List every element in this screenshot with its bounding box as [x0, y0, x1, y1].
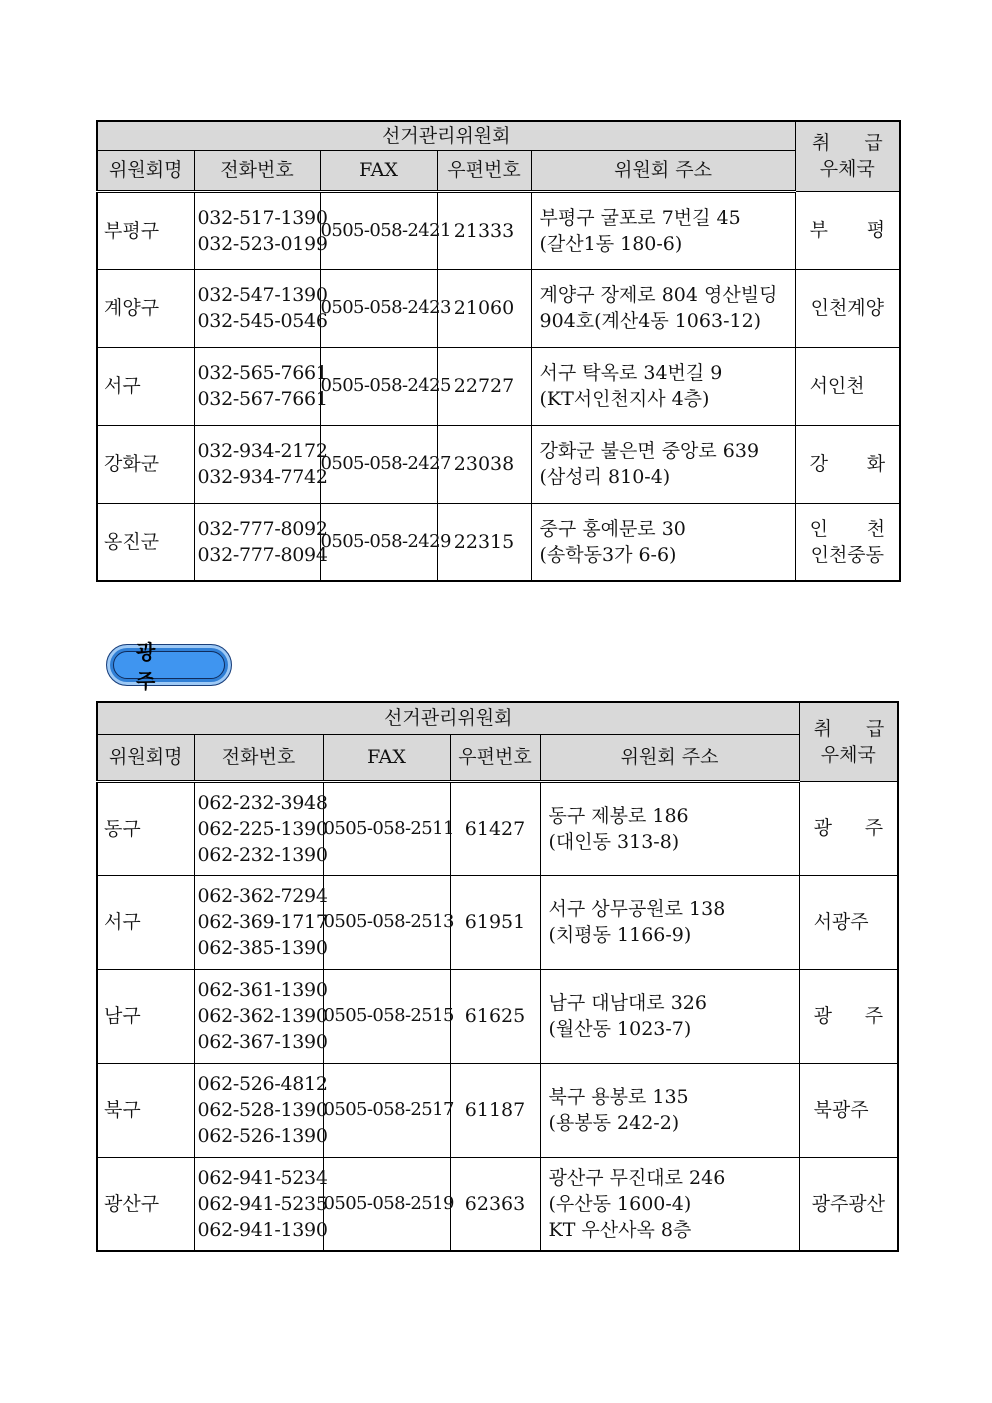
phone-number: 062-528-1390	[197, 1099, 328, 1121]
office-header-line: 취 급	[813, 717, 899, 740]
postal-code: 61625	[450, 969, 540, 1063]
committee-name: 강화군	[97, 425, 194, 503]
post-office: 서광주	[799, 875, 898, 969]
fax-number: 0505-058-2515	[323, 969, 450, 1063]
phone-number: 062-526-1390	[197, 1125, 328, 1147]
post-office: 인천계양	[795, 269, 900, 347]
address-line: (삼성리 810-4)	[539, 466, 671, 488]
address-line: (KT서인천지사 4층)	[539, 388, 710, 410]
table-row	[97, 503, 900, 581]
address-cell	[540, 781, 799, 875]
fax-number: 0505-058-2429	[320, 503, 437, 581]
fax-number: 0505-058-2421	[320, 191, 437, 269]
group-header: 선거관리위원회	[97, 121, 795, 150]
phone-number: 062-367-1390	[197, 1031, 328, 1053]
phone-number: 032-934-7742	[197, 466, 328, 488]
fax-number: 0505-058-2425	[320, 347, 437, 425]
phone-number: 062-385-1390	[197, 937, 328, 959]
col-header-fax: FAX	[323, 734, 450, 781]
postal-code: 22315	[437, 503, 531, 581]
address-line: 강화군 불은면 중앙로 639	[539, 440, 760, 462]
section-badge	[106, 640, 232, 693]
post-office-line: 인천중동	[810, 543, 885, 566]
phone-cell	[194, 969, 328, 1063]
address-line: (용봉동 242-2)	[548, 1112, 680, 1134]
address-line: KT 우산사옥 8층	[548, 1218, 692, 1241]
election-committee-table-incheon	[96, 120, 901, 582]
phone-number: 062-941-5235	[197, 1192, 328, 1215]
postal-code: 22727	[437, 347, 531, 425]
phone-number: 062-232-3948	[197, 791, 328, 814]
col-header-phone: 전화번호	[194, 150, 320, 191]
phone-number: 062-361-1390	[197, 979, 328, 1001]
col-header-fax: FAX	[320, 150, 437, 191]
col-header-name: 위원회명	[97, 150, 194, 191]
table-row	[97, 269, 900, 347]
committee-name: 계양구	[97, 269, 194, 347]
phone-cell	[194, 875, 328, 969]
address-line: (대인동 313-8)	[548, 830, 680, 853]
post-office	[795, 503, 900, 581]
fax-number: 0505-058-2517	[323, 1063, 450, 1157]
phone-cell	[194, 425, 328, 503]
post-office: 북광주	[799, 1063, 898, 1157]
office-header	[795, 121, 900, 191]
phone-number: 062-232-1390	[197, 843, 328, 866]
post-office: 부 평	[795, 191, 900, 269]
address-line: 서구 상무공원로 138	[548, 898, 726, 920]
phone-cell	[194, 1063, 328, 1157]
fax-number: 0505-058-2513	[323, 875, 450, 969]
table-row	[97, 781, 898, 875]
post-office: 강 화	[795, 425, 900, 503]
office-header-line: 취 급	[811, 132, 897, 155]
phone-cell	[194, 269, 328, 347]
committee-name: 서구	[97, 875, 194, 969]
address-cell	[540, 1063, 799, 1157]
address-line: (치평동 1166-9)	[548, 924, 692, 946]
committee-name: 부평구	[97, 191, 194, 269]
col-header-phone: 전화번호	[194, 734, 323, 781]
address-line: 동구 제봉로 186	[548, 804, 689, 827]
address-line: (월산동 1023-7)	[548, 1018, 692, 1040]
phone-cell	[194, 503, 328, 581]
address-cell	[540, 875, 799, 969]
post-office: 광주광산	[799, 1157, 898, 1251]
address-line: (갈산1동 180-6)	[539, 232, 683, 255]
table-row	[97, 1157, 898, 1251]
phone-number: 062-369-1717	[197, 911, 328, 933]
address-line: 계양구 장제로 804 영산빌딩	[539, 284, 778, 306]
phone-number: 062-362-7294	[197, 885, 328, 907]
phone-number: 032-565-7661	[197, 362, 328, 384]
col-header-name: 위원회명	[97, 734, 194, 781]
phone-number: 032-523-0199	[197, 232, 328, 255]
phone-number: 062-526-4812	[197, 1073, 328, 1095]
phone-number: 032-777-8092	[197, 517, 328, 540]
fax-number: 0505-058-2511	[323, 781, 450, 875]
postal-code: 62363	[450, 1157, 540, 1251]
office-header	[799, 702, 898, 781]
postal-code: 21333	[437, 191, 531, 269]
post-office-line: 인 천	[809, 517, 886, 540]
committee-name: 옹진군	[97, 503, 194, 581]
committee-name: 남구	[97, 969, 194, 1063]
fax-number: 0505-058-2423	[320, 269, 437, 347]
address-cell	[531, 425, 795, 503]
group-header: 선거관리위원회	[97, 702, 799, 734]
phone-cell	[194, 191, 328, 269]
address-cell	[531, 191, 795, 269]
post-office: 광 주	[799, 969, 898, 1063]
fax-number: 0505-058-2427	[320, 425, 437, 503]
phone-number: 032-517-1390	[197, 206, 328, 229]
address-line: (송학동3가 6-6)	[539, 543, 677, 566]
postal-code: 21060	[437, 269, 531, 347]
election-committee-table-gwangju	[96, 701, 899, 1252]
address-line: 남구 대남대로 326	[548, 992, 707, 1014]
address-line: 서구 탁옥로 34번길 9	[539, 362, 723, 384]
phone-number: 062-941-5234	[197, 1166, 328, 1189]
address-line: 부평구 굴포로 7번길 45	[539, 206, 741, 229]
phone-cell	[194, 347, 328, 425]
address-cell	[531, 269, 795, 347]
post-office: 서인천	[795, 347, 900, 425]
address-line: 북구 용봉로 135	[548, 1086, 689, 1108]
address-line: (우산동 1600-4)	[548, 1192, 692, 1215]
address-line: 904호(계산4동 1063-12)	[539, 310, 762, 332]
committee-name: 동구	[97, 781, 194, 875]
table-row	[97, 191, 900, 269]
postal-code: 61951	[450, 875, 540, 969]
table-row	[97, 1063, 898, 1157]
phone-number: 032-547-1390	[197, 284, 328, 306]
address-line: 중구 홍예문로 30	[539, 517, 686, 540]
postal-code: 23038	[437, 425, 531, 503]
fax-number: 0505-058-2519	[323, 1157, 450, 1251]
address-line: 광산구 무진대로 246	[548, 1166, 726, 1189]
phone-number: 032-934-2172	[197, 440, 328, 462]
col-header-postal: 우편번호	[450, 734, 540, 781]
table-row	[97, 425, 900, 503]
col-header-postal: 우편번호	[437, 150, 531, 191]
address-cell	[540, 969, 799, 1063]
table-row	[97, 875, 898, 969]
phone-number: 032-545-0546	[197, 310, 328, 332]
phone-cell	[194, 1157, 328, 1251]
office-header-line: 우체국	[820, 743, 876, 766]
postal-code: 61427	[450, 781, 540, 875]
section-badge-label: 광 주	[113, 651, 225, 679]
post-office: 광 주	[799, 781, 898, 875]
table-row	[97, 347, 900, 425]
col-header-address: 위원회 주소	[531, 150, 795, 191]
phone-number: 062-225-1390	[197, 817, 328, 840]
phone-number: 032-567-7661	[197, 388, 328, 410]
phone-number: 032-777-8094	[197, 543, 328, 566]
col-header-address: 위원회 주소	[540, 734, 799, 781]
committee-name: 서구	[97, 347, 194, 425]
address-cell	[540, 1157, 799, 1251]
address-cell	[531, 347, 795, 425]
committee-name: 광산구	[97, 1157, 194, 1251]
postal-code: 61187	[450, 1063, 540, 1157]
phone-number: 062-362-1390	[197, 1005, 328, 1027]
address-cell	[531, 503, 795, 581]
committee-name: 북구	[97, 1063, 194, 1157]
phone-number: 062-941-1390	[197, 1218, 328, 1241]
table-row	[97, 969, 898, 1063]
office-header-line: 우체국	[819, 158, 875, 181]
phone-cell	[194, 781, 328, 875]
